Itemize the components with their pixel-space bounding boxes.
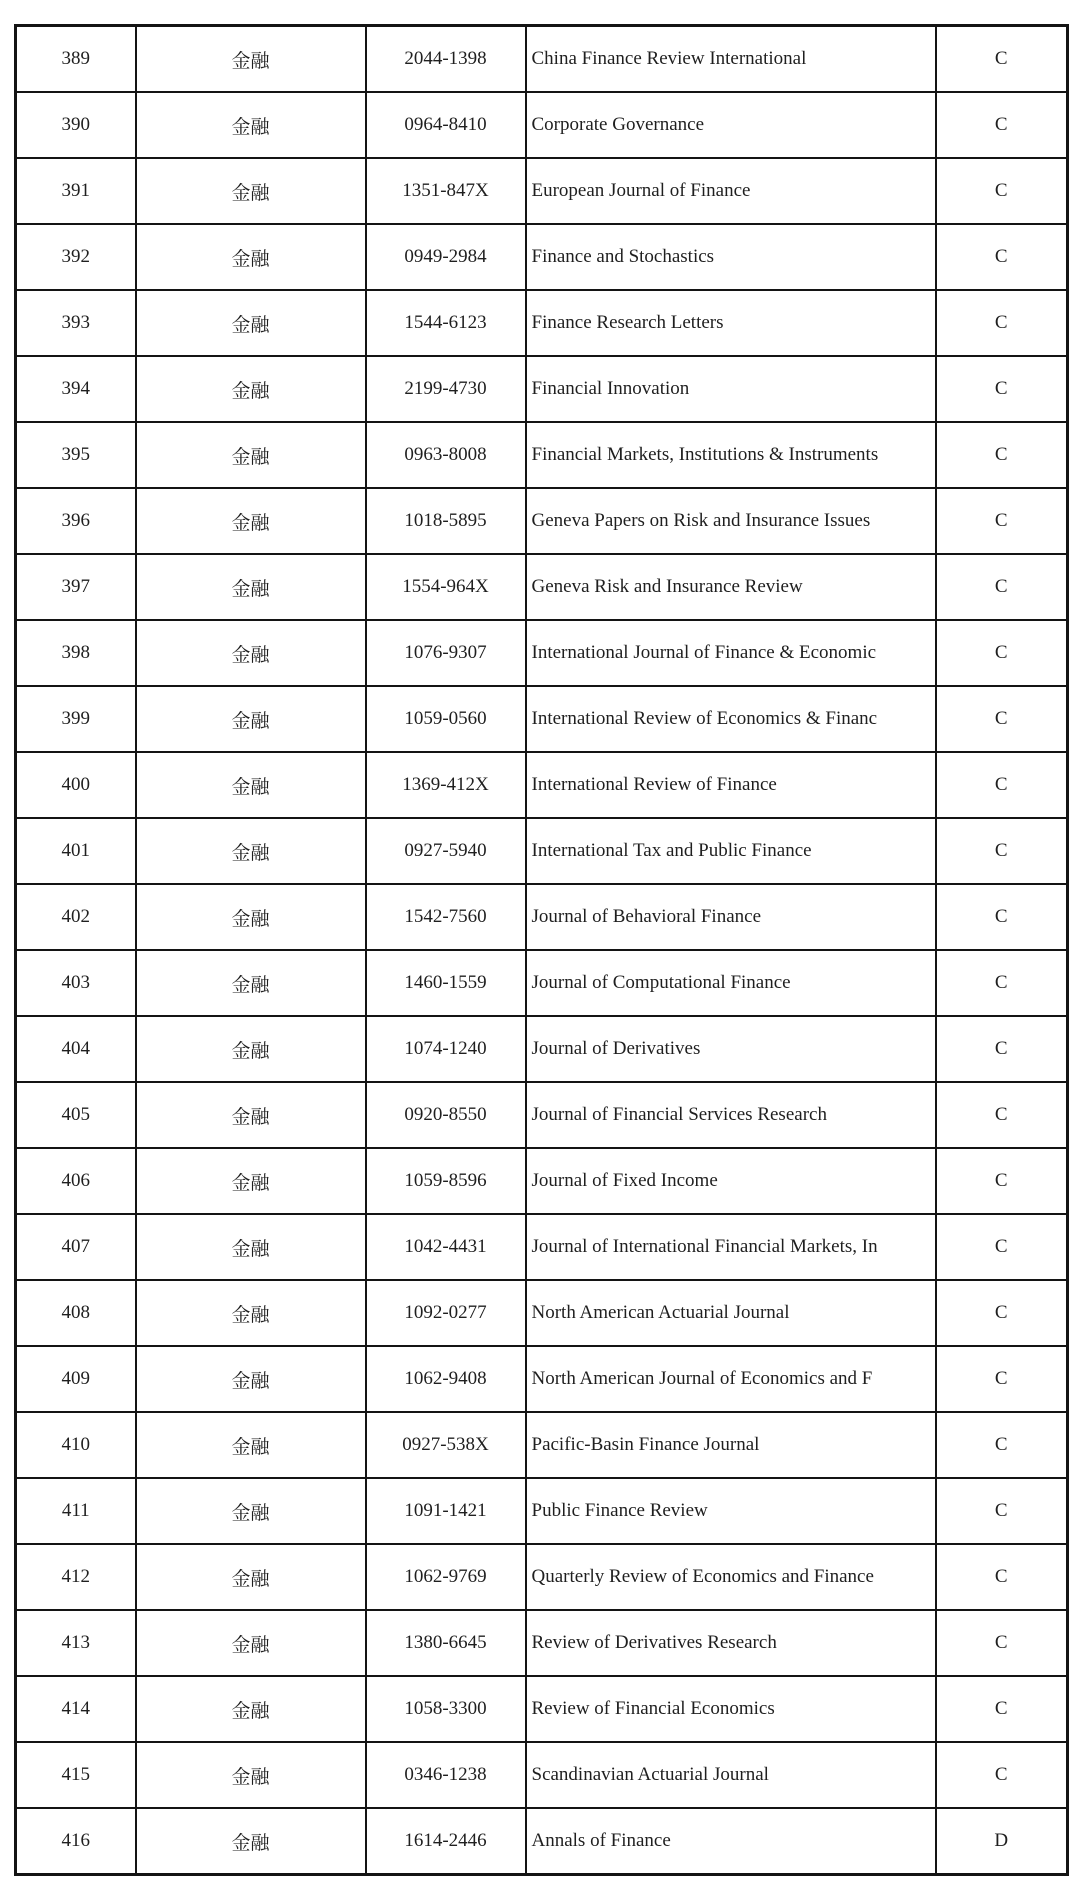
table-row (16, 1610, 1068, 1676)
cell-journal: Financial Markets, Institutions & Instruments (526, 422, 936, 488)
cell-grade: C (936, 1742, 1068, 1808)
cell-grade: C (936, 422, 1068, 488)
table-row (16, 1016, 1068, 1082)
cell-issn: 1351-847X (366, 158, 526, 224)
cell-grade: C (936, 554, 1068, 620)
cell-issn: 1092-0277 (366, 1280, 526, 1346)
table-row (16, 1478, 1068, 1544)
cell-grade: C (936, 1214, 1068, 1280)
cell-category: 金融 (136, 422, 366, 488)
table-row (16, 1808, 1068, 1875)
cell-issn: 1369-412X (366, 752, 526, 818)
cell-category: 金融 (136, 884, 366, 950)
cell-category: 金融 (136, 620, 366, 686)
cell-category: 金融 (136, 158, 366, 224)
cell-journal: Review of Derivatives Research (526, 1610, 936, 1676)
cell-number: 402 (16, 884, 136, 950)
cell-grade: C (936, 290, 1068, 356)
cell-grade: C (936, 158, 1068, 224)
table-body (16, 26, 1068, 1875)
cell-issn: 1544-6123 (366, 290, 526, 356)
cell-issn: 0949-2984 (366, 224, 526, 290)
cell-number: 410 (16, 1412, 136, 1478)
cell-journal: European Journal of Finance (526, 158, 936, 224)
table-row (16, 1082, 1068, 1148)
table-row (16, 1148, 1068, 1214)
cell-grade: C (936, 1346, 1068, 1412)
cell-category: 金融 (136, 356, 366, 422)
cell-issn: 1062-9408 (366, 1346, 526, 1412)
cell-grade: C (936, 1082, 1068, 1148)
cell-grade: D (936, 1808, 1068, 1875)
cell-category: 金融 (136, 1214, 366, 1280)
cell-number: 391 (16, 158, 136, 224)
cell-number: 399 (16, 686, 136, 752)
cell-number: 404 (16, 1016, 136, 1082)
cell-journal: International Review of Finance (526, 752, 936, 818)
cell-number: 409 (16, 1346, 136, 1412)
document-page (14, 24, 1069, 1876)
table-row (16, 884, 1068, 950)
cell-journal: China Finance Review International (526, 26, 936, 93)
cell-category: 金融 (136, 1082, 366, 1148)
cell-journal: North American Actuarial Journal (526, 1280, 936, 1346)
table-row (16, 224, 1068, 290)
table-row (16, 1544, 1068, 1610)
cell-category: 金融 (136, 1610, 366, 1676)
cell-journal: Annals of Finance (526, 1808, 936, 1875)
cell-issn: 1018-5895 (366, 488, 526, 554)
table-row (16, 26, 1068, 93)
table-row (16, 1346, 1068, 1412)
cell-issn: 0920-8550 (366, 1082, 526, 1148)
cell-category: 金融 (136, 1346, 366, 1412)
cell-number: 396 (16, 488, 136, 554)
cell-number: 416 (16, 1808, 136, 1875)
cell-number: 393 (16, 290, 136, 356)
cell-category: 金融 (136, 92, 366, 158)
cell-issn: 1091-1421 (366, 1478, 526, 1544)
journal-ranking-table (14, 24, 1069, 1876)
cell-issn: 1058-3300 (366, 1676, 526, 1742)
cell-issn: 1059-0560 (366, 686, 526, 752)
cell-grade: C (936, 1544, 1068, 1610)
cell-journal: Scandinavian Actuarial Journal (526, 1742, 936, 1808)
cell-number: 390 (16, 92, 136, 158)
cell-issn: 1059-8596 (366, 1148, 526, 1214)
cell-journal: International Tax and Public Finance (526, 818, 936, 884)
cell-issn: 1380-6645 (366, 1610, 526, 1676)
table-row (16, 1742, 1068, 1808)
cell-journal: Journal of Computational Finance (526, 950, 936, 1016)
table-row (16, 554, 1068, 620)
cell-grade: C (936, 1676, 1068, 1742)
cell-issn: 0927-538X (366, 1412, 526, 1478)
cell-grade: C (936, 1478, 1068, 1544)
table-row (16, 1412, 1068, 1478)
cell-grade: C (936, 92, 1068, 158)
cell-grade: C (936, 26, 1068, 93)
cell-issn: 0927-5940 (366, 818, 526, 884)
cell-issn: 1074-1240 (366, 1016, 526, 1082)
cell-number: 398 (16, 620, 136, 686)
cell-issn: 1062-9769 (366, 1544, 526, 1610)
cell-category: 金融 (136, 1808, 366, 1875)
table-row (16, 290, 1068, 356)
cell-number: 413 (16, 1610, 136, 1676)
cell-journal: Geneva Risk and Insurance Review (526, 554, 936, 620)
cell-grade: C (936, 818, 1068, 884)
cell-journal: Geneva Papers on Risk and Insurance Issues (526, 488, 936, 554)
table-row (16, 422, 1068, 488)
table-row (16, 950, 1068, 1016)
cell-number: 403 (16, 950, 136, 1016)
cell-issn: 1542-7560 (366, 884, 526, 950)
cell-number: 412 (16, 1544, 136, 1610)
cell-issn: 1614-2446 (366, 1808, 526, 1875)
cell-number: 408 (16, 1280, 136, 1346)
cell-grade: C (936, 752, 1068, 818)
cell-journal: Review of Financial Economics (526, 1676, 936, 1742)
cell-category: 金融 (136, 1148, 366, 1214)
cell-number: 415 (16, 1742, 136, 1808)
cell-number: 392 (16, 224, 136, 290)
cell-category: 金融 (136, 26, 366, 93)
cell-journal: Journal of Fixed Income (526, 1148, 936, 1214)
cell-number: 411 (16, 1478, 136, 1544)
cell-number: 407 (16, 1214, 136, 1280)
cell-category: 金融 (136, 950, 366, 1016)
cell-journal: Finance and Stochastics (526, 224, 936, 290)
cell-grade: C (936, 620, 1068, 686)
cell-grade: C (936, 950, 1068, 1016)
cell-category: 金融 (136, 1016, 366, 1082)
table-row (16, 158, 1068, 224)
cell-category: 金融 (136, 554, 366, 620)
table-row (16, 356, 1068, 422)
cell-number: 394 (16, 356, 136, 422)
cell-grade: C (936, 1610, 1068, 1676)
cell-issn: 1076-9307 (366, 620, 526, 686)
cell-journal: Corporate Governance (526, 92, 936, 158)
cell-journal: North American Journal of Economics and F (526, 1346, 936, 1412)
cell-grade: C (936, 884, 1068, 950)
cell-issn: 0346-1238 (366, 1742, 526, 1808)
table-row (16, 752, 1068, 818)
table-row (16, 686, 1068, 752)
cell-issn: 2044-1398 (366, 26, 526, 93)
cell-number: 389 (16, 26, 136, 93)
cell-category: 金融 (136, 1544, 366, 1610)
cell-category: 金融 (136, 1676, 366, 1742)
cell-grade: C (936, 1148, 1068, 1214)
cell-number: 406 (16, 1148, 136, 1214)
cell-journal: Quarterly Review of Economics and Finance (526, 1544, 936, 1610)
cell-category: 金融 (136, 818, 366, 884)
table-row (16, 92, 1068, 158)
cell-issn: 1554-964X (366, 554, 526, 620)
cell-issn: 1042-4431 (366, 1214, 526, 1280)
cell-journal: International Journal of Finance & Economic (526, 620, 936, 686)
cell-issn: 2199-4730 (366, 356, 526, 422)
table-row (16, 818, 1068, 884)
cell-journal: Journal of Behavioral Finance (526, 884, 936, 950)
cell-grade: C (936, 488, 1068, 554)
table-row (16, 1676, 1068, 1742)
cell-journal: Financial Innovation (526, 356, 936, 422)
cell-journal: International Review of Economics & Financ (526, 686, 936, 752)
cell-number: 395 (16, 422, 136, 488)
cell-number: 401 (16, 818, 136, 884)
cell-journal: Pacific-Basin Finance Journal (526, 1412, 936, 1478)
cell-category: 金融 (136, 1742, 366, 1808)
table-row (16, 488, 1068, 554)
cell-grade: C (936, 224, 1068, 290)
cell-category: 金融 (136, 752, 366, 818)
cell-number: 400 (16, 752, 136, 818)
table-row (16, 620, 1068, 686)
table-row (16, 1280, 1068, 1346)
cell-grade: C (936, 686, 1068, 752)
cell-category: 金融 (136, 686, 366, 752)
cell-number: 414 (16, 1676, 136, 1742)
cell-issn: 1460-1559 (366, 950, 526, 1016)
cell-issn: 0963-8008 (366, 422, 526, 488)
cell-journal: Finance Research Letters (526, 290, 936, 356)
cell-category: 金融 (136, 1478, 366, 1544)
cell-number: 397 (16, 554, 136, 620)
cell-grade: C (936, 1280, 1068, 1346)
cell-grade: C (936, 1412, 1068, 1478)
table-row (16, 1214, 1068, 1280)
cell-number: 405 (16, 1082, 136, 1148)
cell-issn: 0964-8410 (366, 92, 526, 158)
cell-category: 金融 (136, 290, 366, 356)
cell-category: 金融 (136, 488, 366, 554)
cell-category: 金融 (136, 1412, 366, 1478)
cell-journal: Journal of Financial Services Research (526, 1082, 936, 1148)
cell-category: 金融 (136, 224, 366, 290)
cell-grade: C (936, 1016, 1068, 1082)
cell-category: 金融 (136, 1280, 366, 1346)
cell-journal: Journal of Derivatives (526, 1016, 936, 1082)
cell-journal: Public Finance Review (526, 1478, 936, 1544)
cell-journal: Journal of International Financial Markets, In (526, 1214, 936, 1280)
cell-grade: C (936, 356, 1068, 422)
